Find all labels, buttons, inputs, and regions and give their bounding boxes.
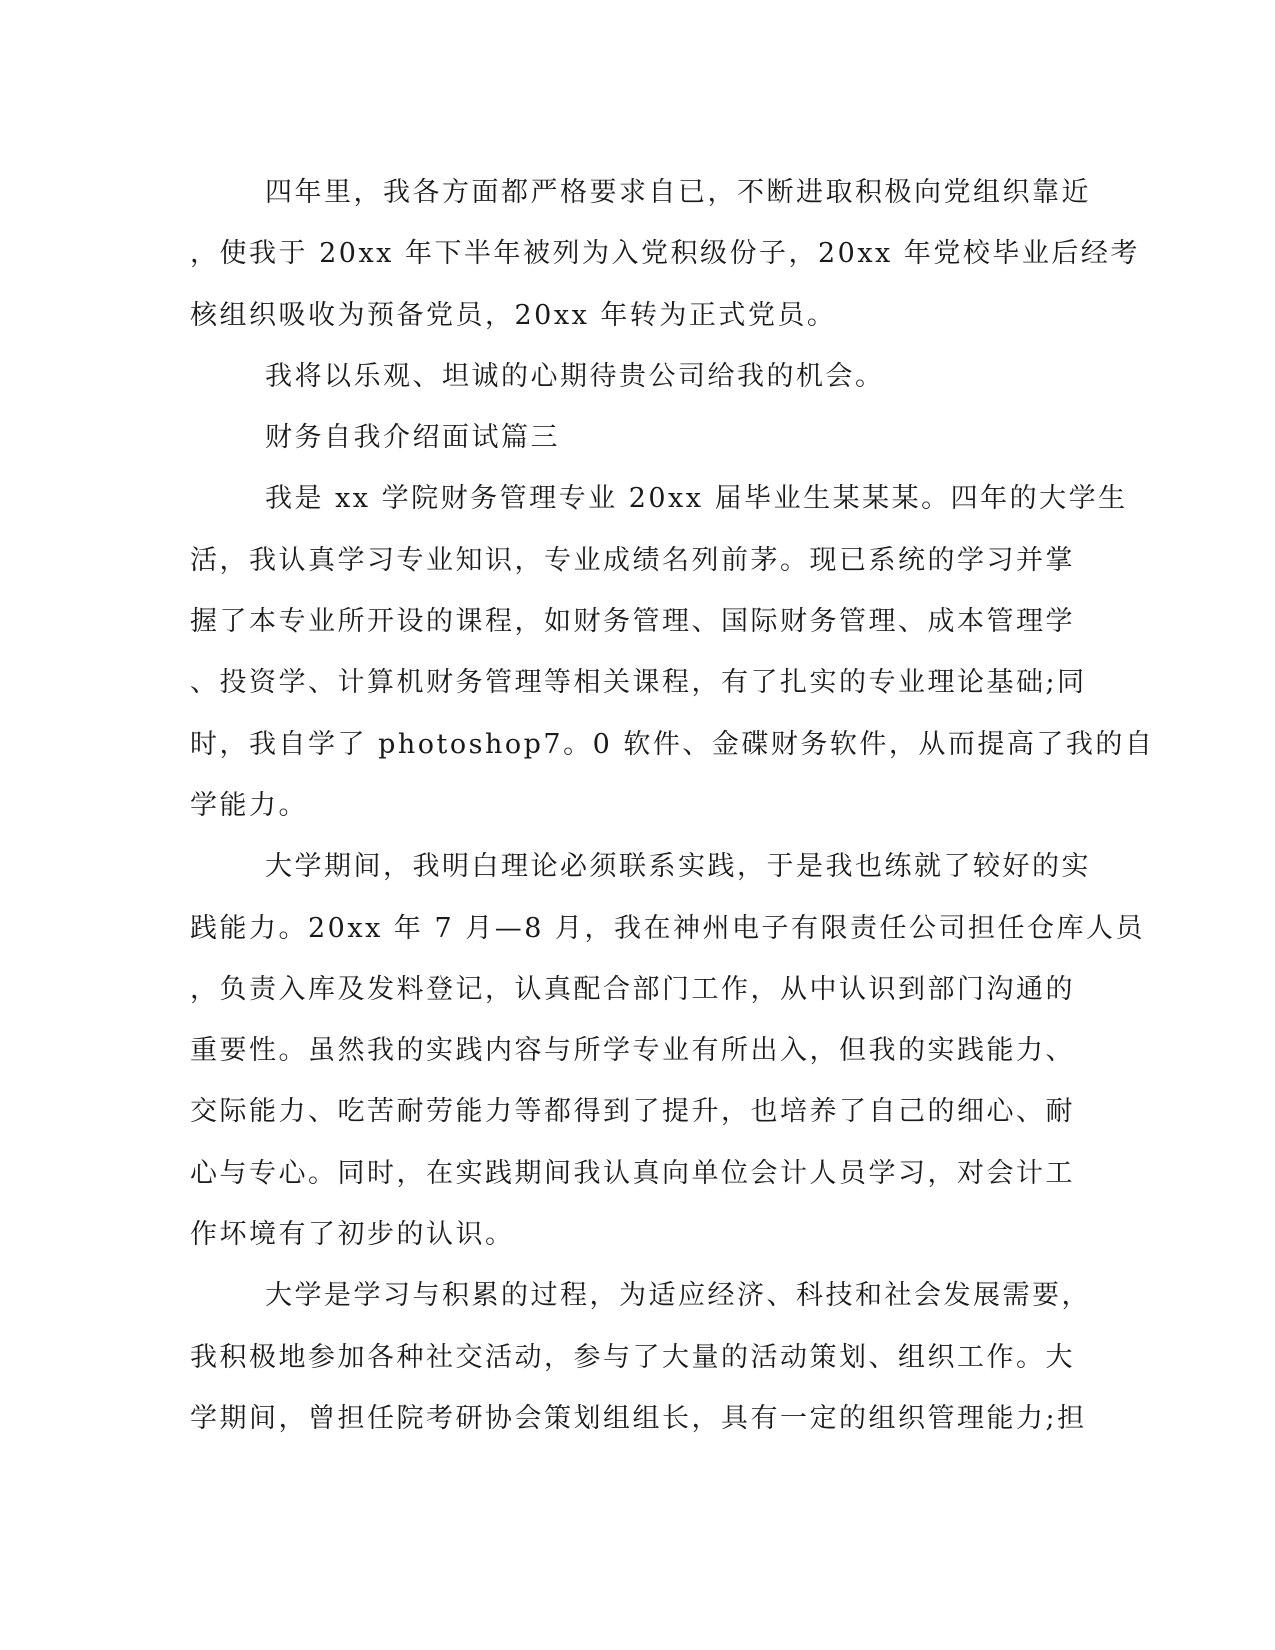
text-line: 心与专心。同时，在实践期间我认真向单位会计人员学习，对会计工 (190, 1157, 1075, 1189)
text-line: 活，我认真学习专业知识，专业成绩名列前茅。现已系统的学习并掌 (190, 544, 1075, 576)
text-line: 我积极地参加各种社交活动，参与了大量的活动策划、组织工作。大 (190, 1341, 1075, 1373)
text-line: 大学期间，我明白理论必须联系实践，于是我也练就了较好的实 (265, 851, 1091, 883)
text-line: 学期间，曾担任院考研协会策划组组长，具有一定的组织管理能力;担 (190, 1402, 1087, 1434)
text-line: 四年里，我各方面都严格要求自已，不断进取积极向党组织靠近 (265, 177, 1091, 208)
text-line: 交际能力、吃苦耐劳能力等都得到了提升，也培养了自己的细心、耐 (190, 1096, 1075, 1128)
text-line: 践能力。20xx 年 7 月—8 月，我在神州电子有限责任公司担任仓库人员 (190, 912, 1145, 944)
text-line: 、投资学、计算机财务管理等相关课程，有了扎实的专业理论基础;同 (190, 667, 1087, 699)
text-line: 作坏境有了初步的认识。 (190, 1219, 515, 1251)
text-line: ，使我于 20xx 年下半年被列为入党积级份子，20xx 年党校毕业后经考 (190, 238, 1140, 270)
text-line: 学能力。 (190, 789, 308, 821)
text-line: 我将以乐观、坦诚的心期待贵公司给我的机会。 (265, 360, 885, 392)
section-heading: 财务自我介绍面试篇三 (265, 422, 560, 454)
body-text (190, 162, 1155, 1449)
text-line: ，负责入库及发料登记，认真配合部门工作，从中认识到部门沟通的 (190, 973, 1075, 1005)
text-line: 我是 xx 学院财务管理专业 20xx 届毕业生某某某。四年的大学生 (265, 483, 1128, 515)
text-line: 重要性。虽然我的实践内容与所学专业有所出入，但我的实践能力、 (190, 1035, 1075, 1067)
text-line: 握了本专业所开设的课程，如财务管理、国际财务管理、成本管理学 (190, 606, 1075, 638)
text-line: 大学是学习与积累的过程，为适应经济、科技和社会发展需要， (265, 1280, 1091, 1312)
text-line: 时，我自学了 photoshop7。0 软件、金碟财务软件，从而提高了我的自 (190, 728, 1155, 760)
text-line: 核组织吸收为预备党员，20xx 年转为正式党员。 (190, 299, 837, 331)
